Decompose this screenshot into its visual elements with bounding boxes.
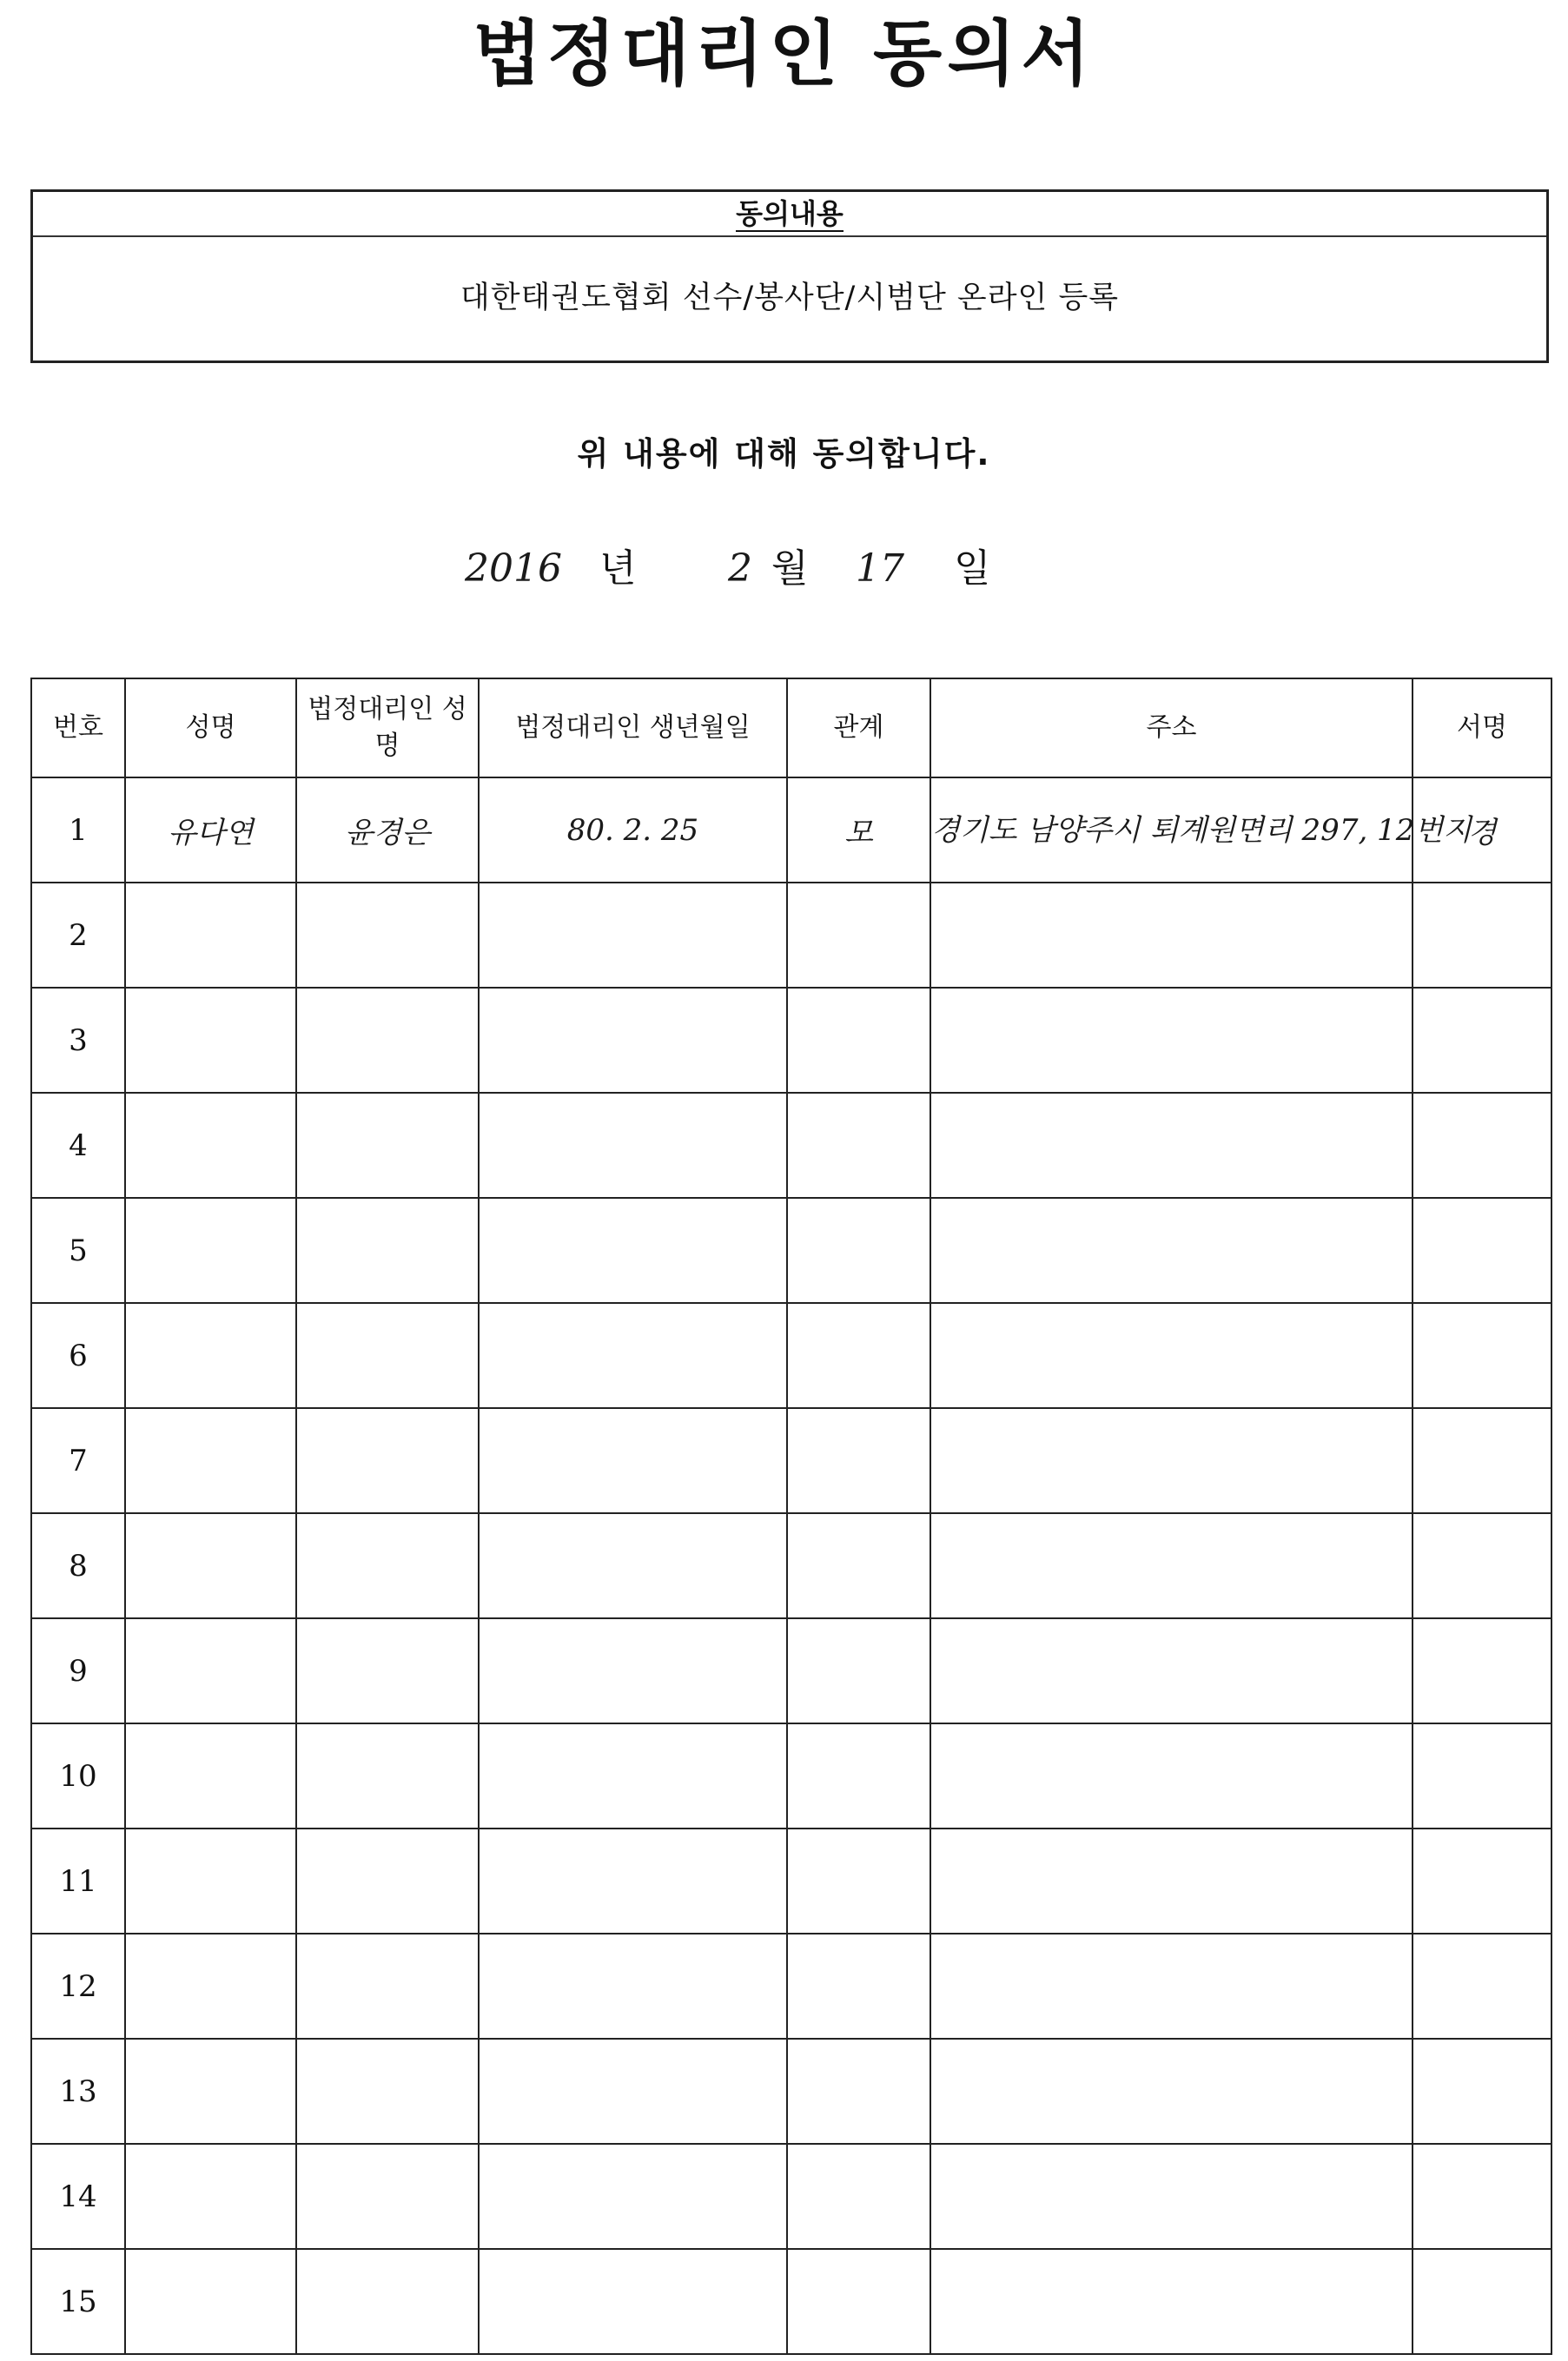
cell-relation <box>787 1198 930 1303</box>
consent-box <box>30 189 1549 363</box>
cell-number: 14 <box>31 2144 125 2249</box>
cell-name <box>125 2039 296 2144</box>
cell-name: 유다연 <box>125 777 296 883</box>
date-day-value: 17 <box>856 546 904 591</box>
cell-number: 11 <box>31 1829 125 1934</box>
cell-signature: 경 <box>1413 777 1551 883</box>
cell-address <box>930 2249 1413 2354</box>
cell-relation <box>787 1093 930 1198</box>
cell-name <box>125 1303 296 1408</box>
table-row <box>31 1093 1551 1198</box>
cell-guardian-birthdate <box>479 2039 787 2144</box>
cell-address <box>930 1303 1413 1408</box>
cell-guardian-name <box>296 1408 479 1513</box>
agree-statement: 위 내용에 대해 동의합니다. <box>577 435 991 473</box>
cell-address <box>930 1618 1413 1723</box>
cell-guardian-name <box>296 1934 479 2039</box>
cell-guardian-birthdate: 80. 2. 25 <box>479 777 787 883</box>
header-number: 번호 <box>31 678 125 777</box>
cell-guardian-name <box>296 1198 479 1303</box>
guardian-roster-table <box>30 678 1552 2355</box>
cell-guardian-birthdate <box>479 1303 787 1408</box>
cell-number: 7 <box>31 1408 125 1513</box>
cell-number: 5 <box>31 1198 125 1303</box>
cell-address <box>930 988 1413 1093</box>
cell-relation <box>787 1303 930 1408</box>
cell-guardian-birthdate <box>479 1829 787 1934</box>
cell-name <box>125 1408 296 1513</box>
cell-number: 13 <box>31 2039 125 2144</box>
cell-guardian-birthdate <box>479 2144 787 2249</box>
cell-address <box>930 1408 1413 1513</box>
cell-guardian-birthdate <box>479 1618 787 1723</box>
cell-number: 15 <box>31 2249 125 2354</box>
consent-header-label: 동의내용 <box>736 197 844 230</box>
cell-name <box>125 2249 296 2354</box>
cell-guardian-name <box>296 2039 479 2144</box>
table-row <box>31 1829 1551 1934</box>
cell-relation: 모 <box>787 777 930 883</box>
cell-relation <box>787 1829 930 1934</box>
cell-relation <box>787 883 930 988</box>
cell-number: 12 <box>31 1934 125 2039</box>
cell-signature <box>1413 1934 1551 2039</box>
table-row <box>31 1303 1551 1408</box>
cell-guardian-name <box>296 883 479 988</box>
cell-signature <box>1413 988 1551 1093</box>
cell-relation <box>787 2249 930 2354</box>
table-row <box>31 883 1551 988</box>
cell-number: 2 <box>31 883 125 988</box>
cell-guardian-name <box>296 2144 479 2249</box>
cell-signature <box>1413 1829 1551 1934</box>
header-relation: 관계 <box>787 678 930 777</box>
cell-guardian-name <box>296 1723 479 1829</box>
consent-header <box>33 192 1546 237</box>
document-title: 법정대리인 동의서 <box>473 12 1095 96</box>
cell-relation <box>787 1934 930 2039</box>
cell-address <box>930 1934 1413 2039</box>
cell-guardian-name <box>296 1829 479 1934</box>
cell-guardian-name <box>296 1093 479 1198</box>
cell-signature <box>1413 1618 1551 1723</box>
cell-guardian-name <box>296 1513 479 1618</box>
cell-guardian-name <box>296 988 479 1093</box>
cell-relation <box>787 1408 930 1513</box>
cell-guardian-name <box>296 1618 479 1723</box>
cell-guardian-name: 윤경은 <box>296 777 479 883</box>
date-line <box>0 534 1568 604</box>
cell-address <box>930 2039 1413 2144</box>
table-row <box>31 2144 1551 2249</box>
cell-guardian-birthdate <box>479 2249 787 2354</box>
cell-signature <box>1413 2144 1551 2249</box>
cell-signature <box>1413 1198 1551 1303</box>
cell-address <box>930 883 1413 988</box>
date-month-label: 월 <box>771 546 809 591</box>
table-body <box>31 777 1551 2354</box>
cell-signature <box>1413 883 1551 988</box>
cell-name <box>125 1513 296 1618</box>
cell-address: 경기도 남양주시 퇴계원면리 297, 12번지 <box>930 777 1413 883</box>
cell-address <box>930 1829 1413 1934</box>
cell-number: 1 <box>31 777 125 883</box>
cell-relation <box>787 2039 930 2144</box>
cell-name <box>125 883 296 988</box>
table-row <box>31 1198 1551 1303</box>
cell-signature <box>1413 2249 1551 2354</box>
table-row <box>31 2039 1551 2144</box>
cell-signature <box>1413 1093 1551 1198</box>
cell-number: 6 <box>31 1303 125 1408</box>
cell-name <box>125 1198 296 1303</box>
cell-signature <box>1413 1513 1551 1618</box>
cell-relation <box>787 2144 930 2249</box>
header-name: 성명 <box>125 678 296 777</box>
cell-number: 3 <box>31 988 125 1093</box>
table-row <box>31 1618 1551 1723</box>
cell-address <box>930 1723 1413 1829</box>
cell-signature <box>1413 1303 1551 1408</box>
cell-guardian-name <box>296 1303 479 1408</box>
cell-address <box>930 1093 1413 1198</box>
cell-name <box>125 1618 296 1723</box>
cell-guardian-birthdate <box>479 1198 787 1303</box>
cell-relation <box>787 1513 930 1618</box>
table-row <box>31 1723 1551 1829</box>
date-year-label: 년 <box>599 546 637 591</box>
header-signature: 서명 <box>1413 678 1551 777</box>
date-month-value: 2 <box>728 546 752 591</box>
cell-name <box>125 1829 296 1934</box>
cell-number: 9 <box>31 1618 125 1723</box>
cell-number: 4 <box>31 1093 125 1198</box>
cell-signature <box>1413 1723 1551 1829</box>
cell-name <box>125 988 296 1093</box>
table-header-row <box>31 678 1551 777</box>
cell-guardian-birthdate <box>479 1723 787 1829</box>
cell-address <box>930 2144 1413 2249</box>
header-guardian-birthdate: 법정대리인 생년월일 <box>479 678 787 777</box>
cell-guardian-birthdate <box>479 988 787 1093</box>
cell-relation <box>787 988 930 1093</box>
cell-guardian-name <box>296 2249 479 2354</box>
cell-name <box>125 1934 296 2039</box>
table-row <box>31 1408 1551 1513</box>
cell-name <box>125 2144 296 2249</box>
cell-relation <box>787 1618 930 1723</box>
cell-address <box>930 1513 1413 1618</box>
cell-guardian-birthdate <box>479 883 787 988</box>
cell-address <box>930 1198 1413 1303</box>
table-row <box>31 1934 1551 2039</box>
date-day-label: 일 <box>954 546 991 591</box>
cell-relation <box>787 1723 930 1829</box>
cell-number: 8 <box>31 1513 125 1618</box>
table-row <box>31 2249 1551 2354</box>
cell-signature <box>1413 1408 1551 1513</box>
cell-guardian-birthdate <box>479 1934 787 2039</box>
header-guardian-name: 법정대리인 성명 <box>296 678 479 777</box>
header-address: 주소 <box>930 678 1413 777</box>
table-row <box>31 777 1551 883</box>
cell-guardian-birthdate <box>479 1093 787 1198</box>
cell-guardian-birthdate <box>479 1408 787 1513</box>
cell-signature <box>1413 2039 1551 2144</box>
table-row <box>31 1513 1551 1618</box>
cell-number: 10 <box>31 1723 125 1829</box>
cell-name <box>125 1723 296 1829</box>
consent-content: 대한태권도협회 선수/봉사단/시범단 온라인 등록 <box>460 281 1120 315</box>
date-year-value: 2016 <box>465 546 562 591</box>
table-row <box>31 988 1551 1093</box>
cell-guardian-birthdate <box>479 1513 787 1618</box>
cell-name <box>125 1093 296 1198</box>
